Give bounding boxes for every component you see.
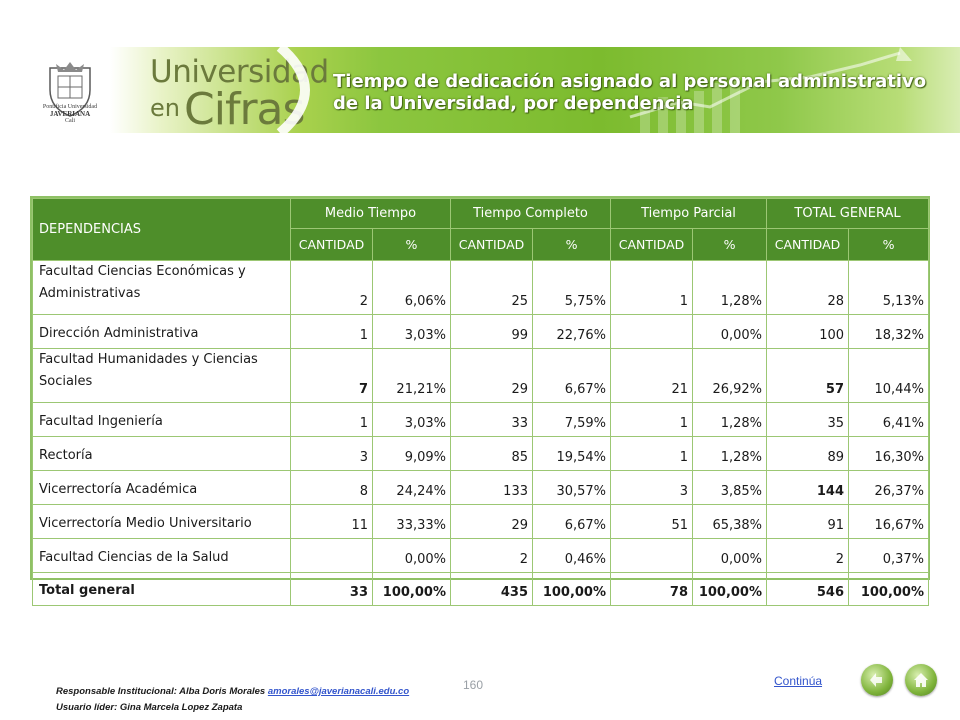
total-value: 100,00% — [373, 573, 451, 606]
cell-value: 28 — [767, 261, 849, 315]
column-header-cantidad: CANTIDAD — [451, 229, 533, 261]
cell-value — [611, 315, 693, 349]
column-header-percent: % — [693, 229, 767, 261]
dependency-name: Rectoría — [33, 437, 291, 471]
column-header-cantidad: CANTIDAD — [611, 229, 693, 261]
cell-value: 6,41% — [849, 403, 929, 437]
cell-value: 26,37% — [849, 471, 929, 505]
continua-link[interactable]: Continúa — [774, 674, 823, 688]
column-group-total-general: TOTAL GENERAL — [767, 199, 929, 229]
dependency-name: Facultad Ciencias de la Salud — [33, 539, 291, 573]
total-value: 100,00% — [693, 573, 767, 606]
column-header-dependencias: DEPENDENCIAS — [33, 199, 291, 261]
dependency-name: Vicerrectoría Medio Universitario — [33, 505, 291, 539]
cell-value: 5,13% — [849, 261, 929, 315]
column-header-cantidad: CANTIDAD — [767, 229, 849, 261]
column-group-tiempo-completo: Tiempo Completo — [451, 199, 611, 229]
cell-value: 2 — [451, 539, 533, 573]
total-label: Total general — [33, 573, 291, 606]
cell-value: 19,54% — [533, 437, 611, 471]
column-header-percent: % — [533, 229, 611, 261]
cell-value — [291, 539, 373, 573]
logo-cifras-text: Cifras — [184, 84, 305, 135]
table-row — [33, 437, 929, 471]
page-title — [333, 71, 933, 115]
table-row — [33, 349, 929, 403]
logo-arc-decoration — [270, 47, 340, 133]
cell-value: 35 — [767, 403, 849, 437]
cell-value: 3 — [611, 471, 693, 505]
cell-value: 16,30% — [849, 437, 929, 471]
cell-value: 1 — [611, 437, 693, 471]
cell-value: 21 — [611, 349, 693, 403]
responsable-label: Responsable Institucional: Alba Doris Morales — [56, 686, 266, 697]
responsable-line — [56, 684, 409, 700]
cell-value: 1 — [611, 261, 693, 315]
table-row — [33, 315, 929, 349]
cell-value: 0,00% — [693, 315, 767, 349]
cell-value: 33,33% — [373, 505, 451, 539]
total-value: 100,00% — [849, 573, 929, 606]
cell-value: 99 — [451, 315, 533, 349]
cell-value: 2 — [291, 261, 373, 315]
cell-value: 1 — [611, 403, 693, 437]
table-total-row — [33, 573, 929, 606]
crest-line-3: Cali — [65, 118, 75, 124]
cell-value: 0,46% — [533, 539, 611, 573]
cell-value: 1 — [291, 315, 373, 349]
back-button[interactable] — [861, 664, 893, 696]
column-header-percent: % — [373, 229, 451, 261]
cell-value: 3,85% — [693, 471, 767, 505]
table-row — [33, 539, 929, 573]
column-group-medio-tiempo: Medio Tiempo — [291, 199, 451, 229]
cell-value: 0,00% — [373, 539, 451, 573]
dependency-name: Vicerrectoría Académica — [33, 471, 291, 505]
cell-value: 65,38% — [693, 505, 767, 539]
cell-value: 26,92% — [693, 349, 767, 403]
cell-value: 7,59% — [533, 403, 611, 437]
total-value: 546 — [767, 573, 849, 606]
cell-value: 6,67% — [533, 349, 611, 403]
cell-value: 29 — [451, 349, 533, 403]
table-header-row — [33, 199, 929, 229]
dedication-table — [32, 198, 929, 606]
footer-credits — [56, 684, 409, 716]
cell-value: 6,67% — [533, 505, 611, 539]
cell-value: 7 — [291, 349, 373, 403]
table-row — [33, 261, 929, 315]
cell-value — [611, 539, 693, 573]
cell-value: 3,03% — [373, 403, 451, 437]
page-title-line-2: de la Universidad, por dependencia — [333, 93, 694, 114]
cell-value: 100 — [767, 315, 849, 349]
cell-value: 16,67% — [849, 505, 929, 539]
cell-value: 144 — [767, 471, 849, 505]
cell-value: 1 — [291, 403, 373, 437]
dependency-name: Facultad Ciencias Económicas y Administrativas — [33, 261, 291, 315]
logo-universidad-text: Universidad — [150, 54, 329, 90]
home-icon — [912, 671, 930, 689]
cell-value: 57 — [767, 349, 849, 403]
cell-value: 29 — [451, 505, 533, 539]
cell-value: 51 — [611, 505, 693, 539]
cell-value: 1,28% — [693, 403, 767, 437]
cell-value: 33 — [451, 403, 533, 437]
page-number: 160 — [463, 678, 484, 692]
cell-value: 89 — [767, 437, 849, 471]
column-header-percent: % — [849, 229, 929, 261]
cell-value: 25 — [451, 261, 533, 315]
table-row — [33, 471, 929, 505]
logo-en-text: en — [150, 94, 180, 122]
total-value: 78 — [611, 573, 693, 606]
cell-value: 6,06% — [373, 261, 451, 315]
cell-value: 1,28% — [693, 437, 767, 471]
cell-value: 18,32% — [849, 315, 929, 349]
cell-value: 30,57% — [533, 471, 611, 505]
crest-line-1: Pontificia Universidad — [42, 104, 98, 110]
total-value: 435 — [451, 573, 533, 606]
dependency-name: Facultad Ingeniería — [33, 403, 291, 437]
usuario-lider-line: Usuario líder: Gina Marcela Lopez Zapata — [56, 702, 243, 713]
dependency-name: Facultad Humanidades y Ciencias Sociales — [33, 349, 291, 403]
crest-line-2: JAVERIANA — [49, 110, 91, 118]
page-title-line-1: Tiempo de dedicación asignado al personal administrativo — [333, 71, 927, 92]
cell-value: 91 — [767, 505, 849, 539]
cell-value: 11 — [291, 505, 373, 539]
home-button[interactable] — [905, 664, 937, 696]
cell-value: 0,00% — [693, 539, 767, 573]
cell-value: 21,21% — [373, 349, 451, 403]
cell-value: 133 — [451, 471, 533, 505]
cell-value: 2 — [767, 539, 849, 573]
table-row — [33, 403, 929, 437]
dedication-table-container — [30, 196, 930, 600]
cell-value: 8 — [291, 471, 373, 505]
column-group-tiempo-parcial: Tiempo Parcial — [611, 199, 767, 229]
cell-value: 1,28% — [693, 261, 767, 315]
cell-value: 3 — [291, 437, 373, 471]
back-arrow-icon — [868, 671, 886, 689]
total-value: 100,00% — [533, 573, 611, 606]
total-value: 33 — [291, 573, 373, 606]
dependency-name: Dirección Administrativa — [33, 315, 291, 349]
cell-value: 22,76% — [533, 315, 611, 349]
cell-value: 9,09% — [373, 437, 451, 471]
responsable-email-link[interactable]: amorales@javerianacali.edu.co — [267, 686, 410, 697]
cell-value: 10,44% — [849, 349, 929, 403]
cell-value: 85 — [451, 437, 533, 471]
cell-value: 24,24% — [373, 471, 451, 505]
university-crest-label — [36, 104, 104, 125]
cell-value: 5,75% — [533, 261, 611, 315]
table-row — [33, 505, 929, 539]
column-header-cantidad: CANTIDAD — [291, 229, 373, 261]
cell-value: 0,37% — [849, 539, 929, 573]
cell-value: 3,03% — [373, 315, 451, 349]
